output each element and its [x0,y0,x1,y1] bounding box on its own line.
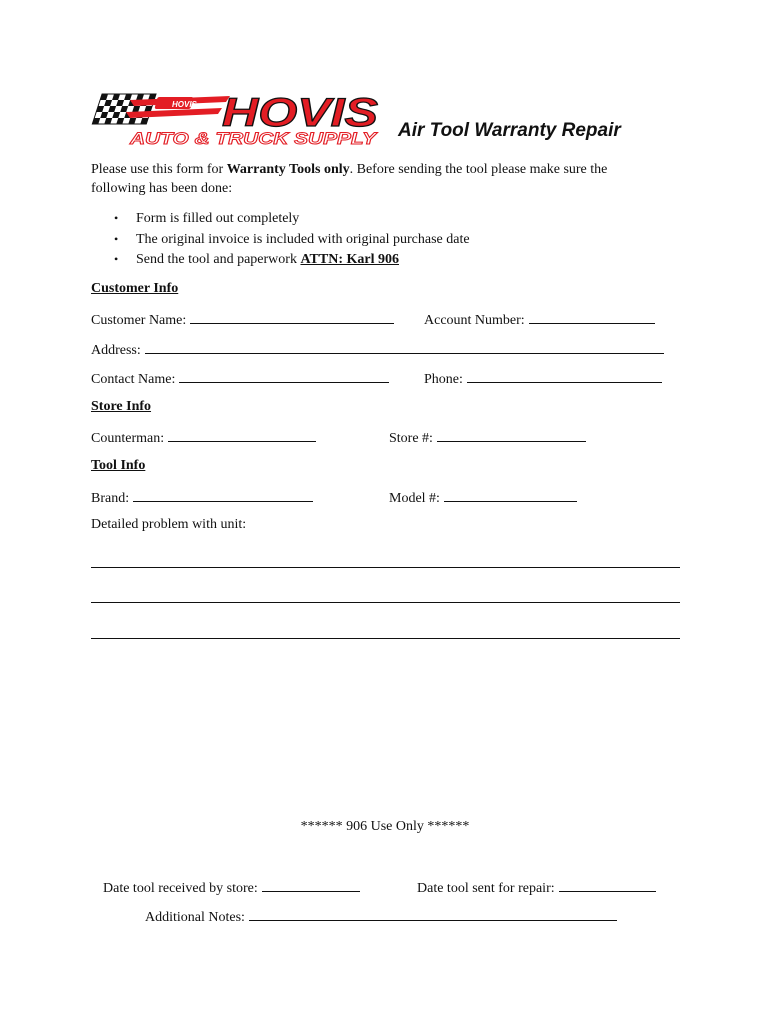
brand-row [91,488,313,507]
intro-text-1: Please use this form for [91,162,227,177]
list-item [110,250,470,271]
intro-line-2: following has been done: [91,181,233,196]
problem-line-3[interactable] [91,638,680,639]
additional-notes-field[interactable] [249,907,617,921]
phone-field[interactable] [467,369,662,383]
customer-name-row [91,310,394,329]
store-number-field[interactable] [437,428,586,442]
model-number-field[interactable] [444,488,577,502]
logo-tagline-text: AUTO & TRUCK SUPPLY [128,129,379,148]
counterman-row [91,428,316,447]
checklist [110,209,470,271]
store-info-heading: Store Info [91,399,152,414]
phone-label: Phone: [424,372,463,387]
problem-label: Detailed problem with unit: [91,517,247,532]
problem-line-2[interactable] [91,602,680,603]
bullet-icon: • [114,252,119,266]
checklist-item-3-prefix: Send the tool and paperwork [136,252,301,267]
counterman-label: Counterman: [91,431,165,446]
logo-badge-text: HOVIS [172,100,197,109]
model-number-row [389,488,577,507]
account-number-row [424,310,655,329]
date-received-label: Date tool received by store: [103,881,258,896]
list-item [110,230,470,251]
intro-line-1 [91,160,607,179]
date-received-field[interactable] [262,878,360,892]
checklist-item-3-attn: ATTN: Karl 906 [300,252,399,267]
counterman-field[interactable] [168,428,316,442]
date-sent-field[interactable] [559,878,656,892]
additional-notes-row [145,907,617,926]
problem-line-1[interactable] [91,567,680,568]
brand-field[interactable] [133,488,313,502]
date-sent-label: Date tool sent for repair: [417,881,555,896]
checkered-flag-icon [92,94,156,124]
logo-brand-text: HOVIS [222,91,379,135]
date-received-row [103,878,360,897]
address-field[interactable] [145,340,664,354]
store-number-label: Store #: [389,431,433,446]
intro-bold: Warranty Tools only [226,162,350,177]
customer-name-label: Customer Name: [91,313,187,328]
checklist-item-1: Form is filled out completely [136,211,300,226]
contact-name-label: Contact Name: [91,372,176,387]
bullet-icon: • [114,231,119,246]
phone-row [424,369,662,388]
address-row [91,340,664,359]
form-title: Air Tool Warranty Repair [398,120,621,141]
hovis-logo [90,88,382,148]
customer-name-field[interactable] [190,310,394,324]
model-number-label: Model #: [389,491,440,506]
customer-info-heading: Customer Info [91,281,179,296]
store-number-row [389,428,586,447]
contact-name-field[interactable] [179,369,389,383]
account-number-label: Account Number: [424,313,525,328]
brand-label: Brand: [91,491,130,506]
additional-notes-label: Additional Notes: [145,910,245,925]
checklist-item-2: The original invoice is included with original purchase date [136,231,470,247]
account-number-field[interactable] [529,310,655,324]
intro-text-2: . Before sending the tool please make sure the [349,162,608,177]
contact-name-row [91,369,389,388]
tool-info-heading: Tool Info [91,458,146,473]
address-label: Address: [91,343,141,358]
date-sent-row [417,878,656,897]
internal-use-heading: ****** 906 Use Only ****** [300,819,470,834]
bullet-icon: • [114,211,119,225]
list-item [110,209,470,230]
